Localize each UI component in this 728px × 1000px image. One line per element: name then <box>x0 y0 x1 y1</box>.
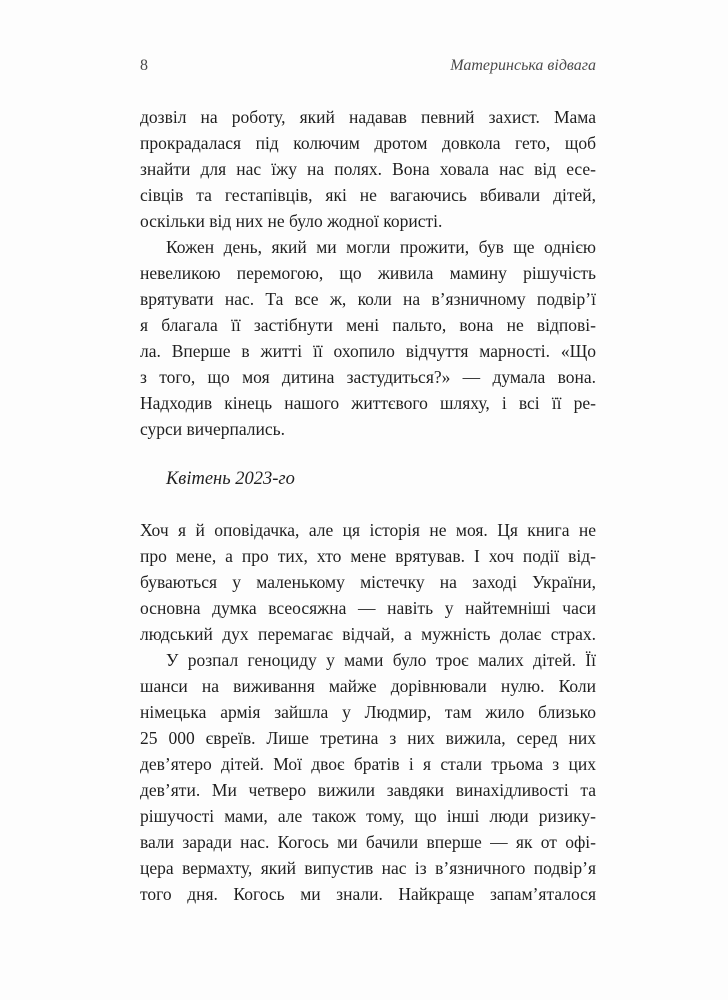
section-heading: Квітень 2023-го <box>166 469 295 489</box>
text-line: оскільки від них не було жодної користі. <box>140 211 443 231</box>
page-header <box>140 57 596 77</box>
text-line: про мене, а про тих, хто мене врятував. І хоч події від- <box>140 546 596 566</box>
text-line: дозвіл на роботу, який надавав певний захист. Мама <box>140 107 596 127</box>
text-line: 25 000 євреїв. Лише третина з них вижила, серед них <box>140 728 596 748</box>
text-line: невеликою перемогою, що живила мамину рішучість <box>140 263 596 283</box>
text-line: У розпал геноциду у мами було троє малих дітей. Її <box>166 650 596 670</box>
text-line: Кожен день, який ми могли прожити, був ще однією <box>166 237 596 257</box>
text-line: Хоч я й оповідачка, але ця історія не моя. Ця книга не <box>140 520 596 540</box>
text-line: сурси вичерпались. <box>140 419 285 439</box>
text-line: знайти для нас їжу на полях. Вона ховала нас від есе- <box>140 159 596 179</box>
text-line: з того, що моя дитина застудиться?» — думала вона. <box>140 367 596 387</box>
text-line: дев’яти. Ми четверо вижили завдяки винахідливості та <box>140 780 596 800</box>
text-line: основна думка всеосяжна — навіть у найтемніші часи <box>140 598 596 618</box>
text-line: Надходив кінець нашого життєвого шляху, і всі її ре- <box>140 393 596 413</box>
text-line: того дня. Когось ми знали. Найкраще запам’яталося <box>140 884 596 904</box>
paragraph <box>140 104 596 234</box>
text-line: цера вермахту, який випустив нас із в’язничного подвір’я <box>140 858 596 878</box>
paragraph <box>140 517 596 647</box>
text-line: вали заради нас. Когось ми бачили вперше — як от офі- <box>140 832 596 852</box>
text-line: врятувати нас. Та все ж, коли на в’язничному подвір’ї <box>140 289 596 309</box>
text-line: сівців та гестапівців, які не вагаючись вбивали дітей, <box>140 185 596 205</box>
paragraph <box>140 234 596 442</box>
text-line: людський дух перемагає відчай, а мужність долає страх. <box>140 624 596 644</box>
text-line: шанси на виживання майже дорівнювали нулю. Коли <box>140 676 596 696</box>
page-body <box>140 104 596 907</box>
running-title: Материнська відвага <box>450 57 596 74</box>
text-line: рішучості мами, але також тому, що інші люди ризику- <box>140 806 596 826</box>
text-line: дев’ятеро дітей. Мої двоє братів і я стали трьома з цих <box>140 754 596 774</box>
text-line: буваються у маленькому містечку на заході України, <box>140 572 596 592</box>
text-line: прокрадалася під колючим дротом довкола гето, щоб <box>140 133 596 153</box>
text-line: ла. Вперше в житті її охопило відчуття марності. «Що <box>140 341 596 361</box>
paragraph <box>140 647 596 907</box>
text-line: я благала її застібнути мені пальто, вона не відпові- <box>140 315 596 335</box>
text-line: німецька армія зайшла у Людмир, там жило близько <box>140 702 596 722</box>
page-number: 8 <box>140 57 149 74</box>
